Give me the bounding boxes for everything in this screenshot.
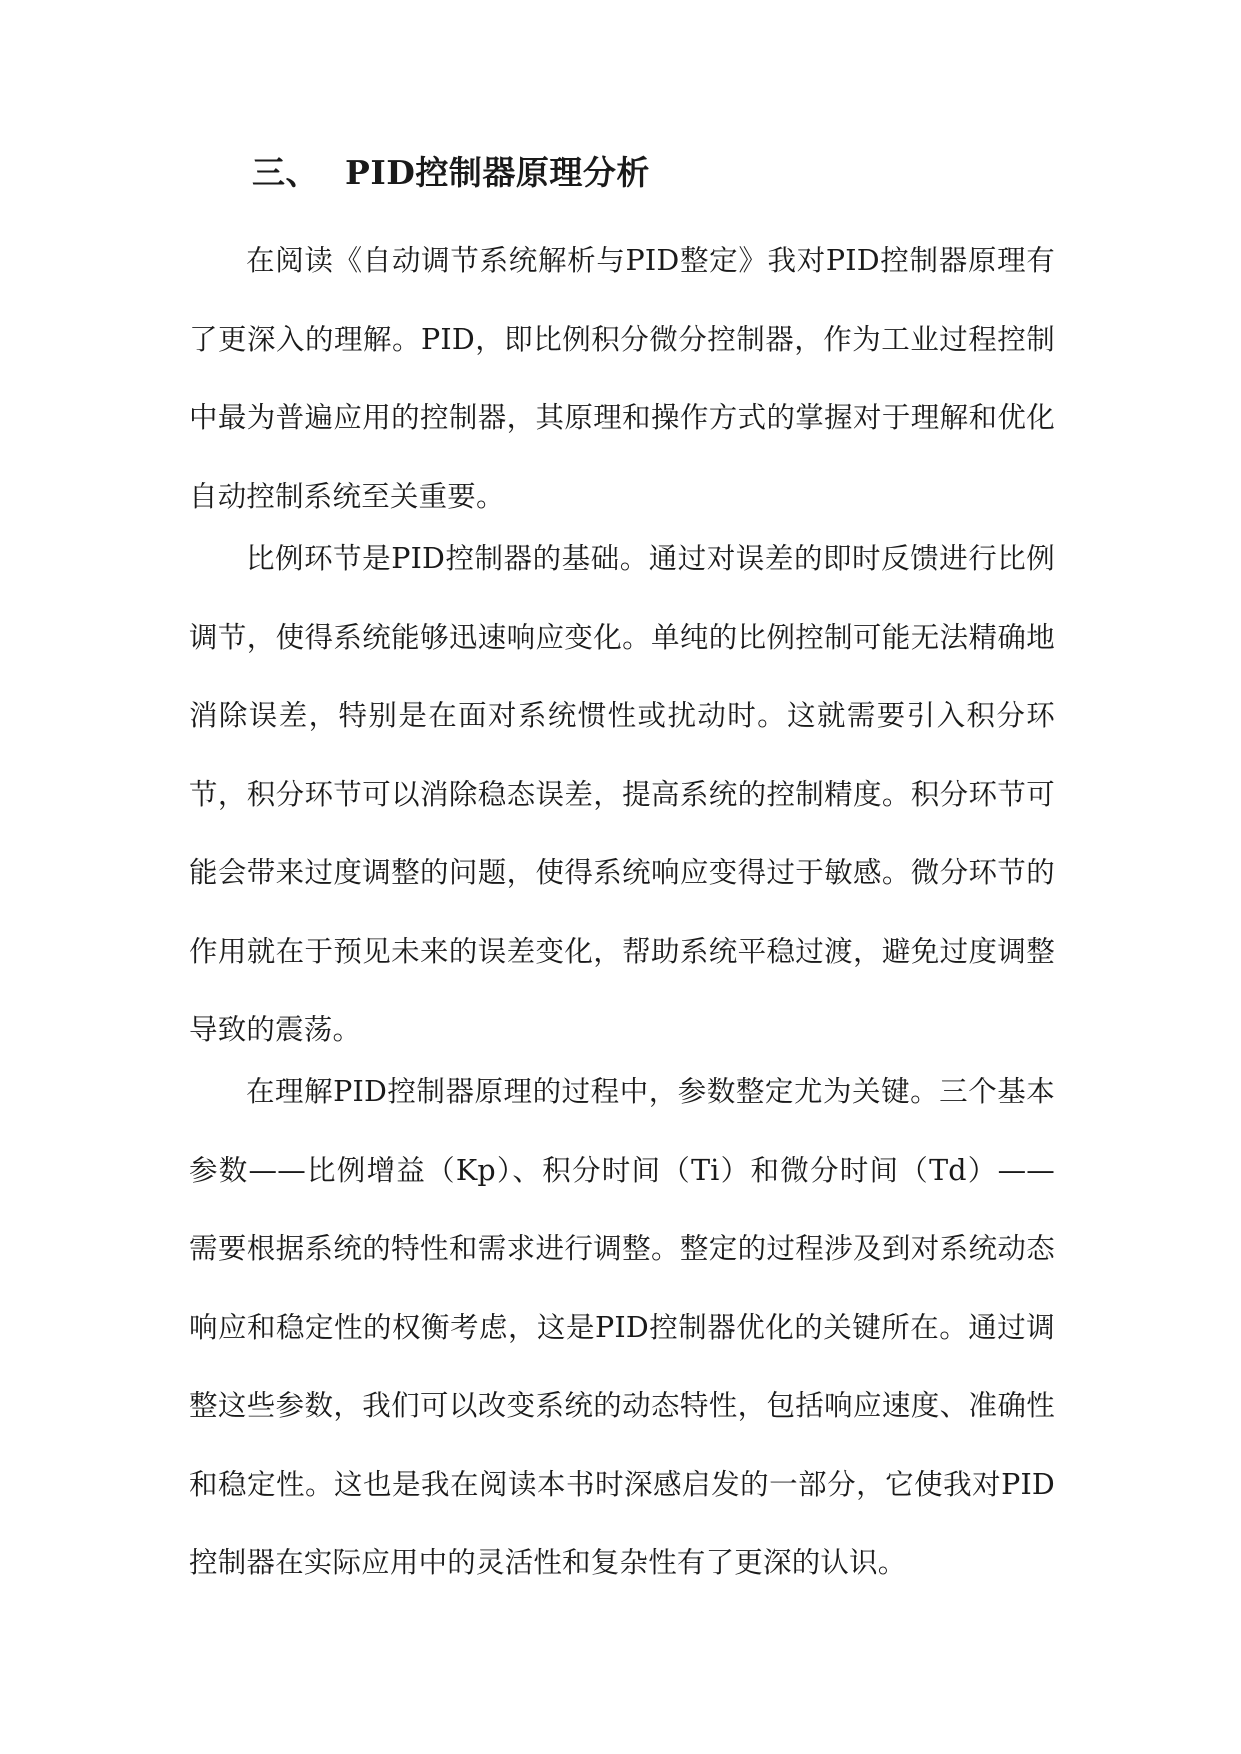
paragraph-2: 比例环节是PID控制器的基础。通过对误差的即时反馈进行比例调节，使得系统能够迅速响应变化。单纯的比例控制可能无法精确地消除误差，特别是在面对系统惯性或扰动时。这就需要引入积分环节，积分环节可以消除稳态误差，提高系统的控制精度。积分环节可能会带来过度调整的问题，使得系统响应变得过于敏感。微分环节的作用就在于预见未来的误差变化，帮助系统平稳过渡，避免过度调整导致的震荡。	[189, 542, 1055, 1046]
paragraph-3: 在理解PID控制器原理的过程中，参数整定尤为关键。三个基本参数——比例增益（Kp）、积分时间（Ti）和微分时间（Td）——需要根据系统的特性和需求进行调整。整定的过程涉及到对系统动态响应和稳定性的权衡考虑，这是PID控制器优化的关键所在。通过调整这些参数，我们可以改变系统的动态特性，包括响应速度、准确性和稳定性。这也是我在阅读本书时深感启发的一部分，它使我对PID控制器在实际应用中的灵活性和复杂性有了更深的认识。	[189, 1075, 1055, 1579]
paragraph-1: 在阅读《自动调节系统解析与PID整定》我对PID控制器原理有了更深入的理解。PID，即比例积分微分控制器，作为工业过程控制中最为普遍应用的控制器，其原理和操作方式的掌握对于理解和优化自动控制系统至关重要。	[189, 244, 1055, 513]
section-number: 三、	[252, 153, 319, 192]
section-heading	[252, 148, 650, 198]
section-title: PID控制器原理分析	[345, 153, 650, 192]
